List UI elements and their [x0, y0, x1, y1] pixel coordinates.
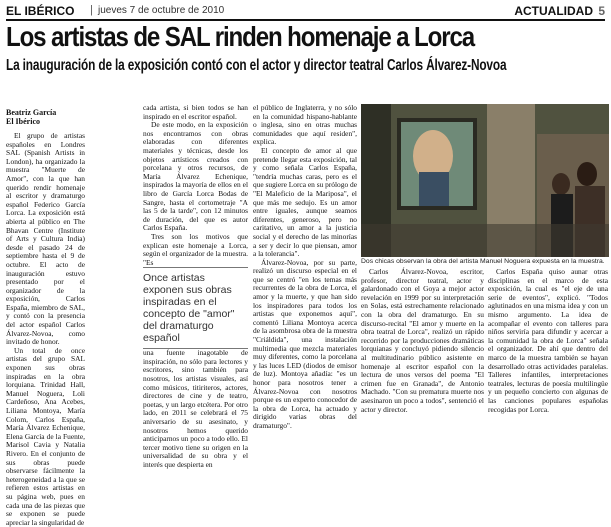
article-column-1: [6, 108, 85, 527]
article-column-4: [361, 268, 484, 446]
byline: [6, 108, 85, 126]
masthead-brand: EL IBÉRICO: [6, 4, 75, 18]
page-number: 5: [598, 4, 605, 18]
paragraph: Carlos Álvarez-Novoa, escritor, profesor, director teatral, actor y galardonado con el Goya a mejor actor revelación en 1999 por su interpretación en Solas, está estrechamente relacionado con la obra del dramaturgo. En su discurso-recital "El amor y muerte en la obra teatral de Lorca", realizó un rápido recorrido por la producciones dramáticas lorquianas y concluyó pidiendo silencio al multitudinario público asistente en homenaje al escritor español con la lectura de unos versos del poema "El crimen fue en Granada", de Antonio Machado. "Con su prematura muerte nos asesinaron un poco a todos", sentenció el actor y director.: [361, 267, 484, 414]
section-label: ACTUALIDAD: [514, 4, 593, 18]
paragraph: Un total de once artistas del grupo SAL exponen sus obras inspiradas en la obra lorquiana. Trinidad Hall, Manuel Noguera, Loli Cardeñoso, Ana Acebes, Liliana Montoya, María Colom, Carlos España, María Álvarez Echenique, Elena García de la Fuente, Marisol Cavia y Natalia Rivero. En el conjunto de sus obras puede observarse fácilmente la heterogeneidad a la que se refieren estos artistas en su página web, pues en cada una de las piezas que se exponen se puede apreciar la singularidad de: [6, 345, 85, 527]
article-column-5: [488, 268, 608, 446]
paragraph: cada artista, si bien todos se han inspirado en el escritor español.: [143, 103, 248, 121]
subheadline: La inauguración de la exposición contó con el actor y director teatral Carlos Álvarez-Novoa: [6, 57, 507, 74]
paragraph: El concepto de amor al que pretende llegar esta exposición, tal y como señala Carlos España, "tendría muchas caras, pero es el que sugiere Lorca en su prólogo de "El Maleficio de la Mariposa", el que más me sedujo. Es un amor entre iguales, aunque seamos diferentes, generoso, pero no caritativo, un amor a la justicia social y el derecho de las minorías a ser y decir lo que piensan, amor a la tolerancia".: [253, 145, 357, 259]
paragraph: De este modo, en la exposición nos encontramos con obras elaboradas con diferentes materiales y técnicas, desde los objetos artísticos creados con porcelana y otros recursos, de María Álvarez Echenique, inspirados la mayoría de ellos en el libro de García Lorca Bodas de Sangre, hasta el cortometraje "A las 5 de la tarde", con 12 minutos de duración, del que es autor Carlos España.: [143, 120, 248, 233]
paragraph: Carlos España quiso aunar otras disciplinas en el marco de esta exposición, la cual es "el eje de una serie de eventos", explicó. "Todos aglutinados en una misma idea y con un mismo argumento. La idea de acompañar el evento con talleres para niños serviría para difundir y acercar a la comunidad la obra de Lorca" señala el organizador. De ahí que dentro del marco de la muestra también se hayan desarrollado otras actividades paralelas. Talleres infantiles, interpretaciones teatrales, lecturas de poesía multilingüe y un pequeño concierto con algunas de las canciones populares españolas recogidas por Lorca.: [488, 267, 608, 414]
photo-caption: Dos chicas observan la obra del artista Manuel Noguera expuesta en la muestra.: [361, 258, 605, 265]
exhibition-photo: [361, 104, 609, 257]
page-header: [6, 4, 605, 21]
pull-quote: Once artistas exponen sus obras inspiradas en el concepto de "amor" del dramaturgo español: [143, 267, 248, 349]
byline-outlet: El Ibérico: [6, 117, 40, 126]
paragraph: una fuente inagotable de inspiración, no sólo para lectores y escritores, sino también para nosotros, los artistas visuales, así como músicos, titiriteros, actores, directores de cine y de teatro, poetas, y un largo etcétera. Por otro lado, en 2011 se celebrará el 75 aniversario de su asesinato, y nosotros hemos querido anticiparnos un poco a todo ello. El tercer motivo tiene su origen en la universalidad de su obra y el interés que despierta en: [143, 348, 248, 469]
byline-author: Beatriz García: [6, 108, 57, 117]
header-separator: |: [90, 4, 93, 16]
article-column-3: [253, 104, 357, 448]
paragraph: El grupo de artistas españoles en Londres SAL (Spanish Artists in London), ha organizado la muestra "Muerte de Amor", con la que han querido rendir homenaje al escritor y dramaturgo español Federico García Lorca. La exposición está abierta al público en The Bhavan Centre (Institute of Arts y Cultura India) desde el pasado 24 de septiembre hasta el 9 de octubre. El acto de inauguración estuvo presentado por el organizador de la exposición, Carlos España, miembro de SAL, y contó con la presencia del actor español Carlos Álvarez-Novoa, como invitado de honor.: [6, 131, 85, 347]
article-column-2: [143, 103, 248, 469]
gallery-photo-icon: [361, 104, 609, 257]
headline: Los artistas de SAL rinden homenaje a Lorca: [6, 21, 475, 52]
paragraph: Álvarez-Novoa, por su parte, realizó un discurso especial en el que se centró "en los temas más recurrentes de la obra de Lorca, el amor y la muerte, y que han sido los inspiradores para todos los artistas que exponemos aquí", comentó Liliana Montoya acerca de la asombrosa obra de la muestra "Criáldida", una instalación multimedia que mezcla materiales muy diferentes, como la porcelana y las luces LED (diodos de emisor de luz). Montoya añadía: "es un honor para nosotros tener a Álvarez-Novoa con nosotros porque es un experto conocedor de la obra de Lorca, ha actuado y dirigido varias obras del dramaturgo".: [253, 257, 357, 430]
paragraph: el público de Inglaterra, y no sólo en la comunidad hispano-hablante o inglesa, sino en otras muchas comunidades que aquí residen", explica.: [253, 103, 357, 147]
issue-date: jueves 7 de octubre de 2010: [98, 5, 225, 16]
paragraph: Tres son los motivos que explican este homenaje a Lorca, según el organizador de la muestra. "Es: [143, 231, 248, 267]
